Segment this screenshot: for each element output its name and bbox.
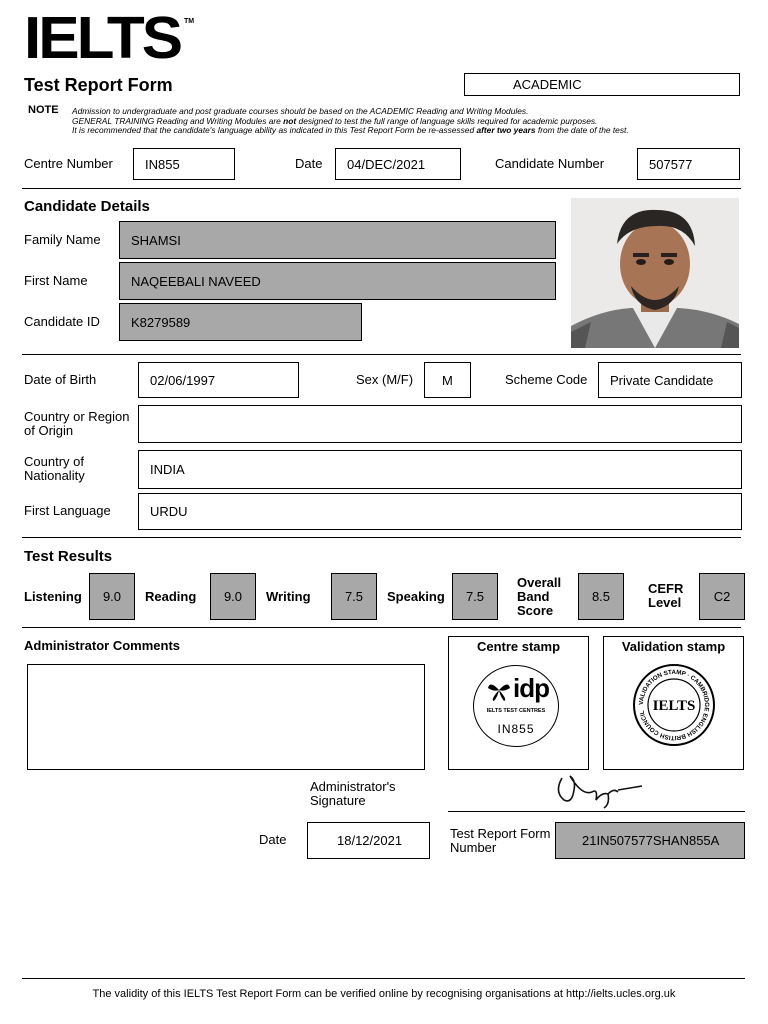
footer-verification-text: The validity of this IELTS Test Report Form can be verified online by recognising organisations at http://ielts.ucles.org.uk (92, 988, 676, 1000)
cefr-level-value: C2 (699, 573, 745, 620)
module-field: ACADEMIC (464, 73, 740, 96)
candidate-number-field: 507577 (637, 148, 740, 180)
admin-date-field: 18/12/2021 (307, 822, 430, 859)
note-line-3: It is recommended that the candidate's language ability as indicated in this Test Report Form be re-assessed after two years from the date of the test. (72, 125, 629, 135)
form-title: Test Report Form (24, 75, 173, 95)
scheme-code-field: Private Candidate (598, 362, 742, 398)
candidate-id-field: K8279589 (119, 303, 362, 341)
divider (22, 188, 741, 189)
logo-tm: TM (184, 18, 195, 25)
divider (22, 627, 741, 628)
test-results-heading: Test Results (24, 548, 113, 565)
note-text (72, 107, 752, 136)
note-line-2: GENERAL TRAINING Reading and Writing Modules are not designed to test the full range of language skills required for academic purposes. (72, 115, 598, 126)
admin-comments-field (27, 664, 425, 770)
divider (22, 537, 741, 538)
candidate-id-label: Candidate ID (24, 314, 100, 329)
overall-band-label: Overall Band Score (517, 575, 562, 618)
first-language-label: First Language (24, 503, 111, 518)
footer-divider (22, 978, 745, 979)
idp-stamp (473, 665, 559, 747)
idp-text: idp (513, 673, 549, 703)
note-line-1: Admission to undergraduate and post graduate courses should be based on the ACADEMIC Reading and Writing Modules. (72, 106, 529, 116)
svg-text:VALIDATION STAMP · CAMBRIDGE E: VALIDATION STAMP · CAMBRIDGE ENGLISH BRITISH COUNCIL (637, 668, 711, 742)
first-name-label: First Name (24, 273, 88, 288)
admin-comments-label: Administrator Comments (24, 638, 181, 653)
speaking-label: Speaking (387, 589, 445, 604)
writing-label: Writing (266, 589, 311, 604)
admin-signature (552, 770, 652, 810)
cefr-level-label: CEFR Level (648, 581, 684, 610)
origin-field (138, 405, 742, 443)
scheme-code-label: Scheme Code (505, 372, 588, 387)
reading-score: 9.0 (210, 573, 256, 620)
centre-stamp-box (448, 636, 589, 770)
candidate-photo (571, 198, 739, 348)
speaking-score: 7.5 (452, 573, 498, 620)
overall-band-score: 8.5 (578, 573, 624, 620)
signature-line (448, 811, 745, 812)
idp-logo-icon (486, 678, 512, 702)
listening-label: Listening (24, 589, 82, 604)
dob-label: Date of Birth (24, 372, 97, 387)
centre-stamp-label: Centre stamp (476, 639, 561, 654)
candidate-number-label: Candidate Number (495, 156, 605, 171)
admin-signature-label: Administrator's Signature (310, 779, 396, 808)
logo-text: IELTS (24, 5, 181, 72)
idp-centre-code: IN855 (497, 722, 535, 736)
family-name-field: SHAMSI (119, 221, 556, 259)
listening-score: 9.0 (89, 573, 135, 620)
nationality-label: Country of Nationality (24, 454, 85, 483)
note-label: NOTE (28, 104, 59, 116)
dob-field: 02/06/1997 (138, 362, 299, 398)
validation-stamp-box (603, 636, 744, 770)
centre-number-field: IN855 (133, 148, 235, 180)
family-name-label: Family Name (24, 232, 101, 247)
validation-stamp-icon (632, 663, 716, 747)
ielts-logo (24, 5, 195, 72)
svg-text:IELTS: IELTS (652, 698, 696, 714)
divider (22, 354, 741, 355)
first-language-field: URDU (138, 493, 742, 530)
test-date-field: 04/DEC/2021 (335, 148, 461, 180)
admin-date-label: Date (259, 832, 287, 847)
writing-score: 7.5 (331, 573, 377, 620)
origin-label: Country or Region of Origin (24, 409, 130, 438)
sex-label: Sex (M/F) (356, 372, 414, 387)
nationality-field: INDIA (138, 450, 742, 489)
sex-field: M (424, 362, 471, 398)
candidate-details-heading: Candidate Details (24, 198, 150, 215)
first-name-field: NAQEEBALI NAVEED (119, 262, 556, 300)
trf-number-field: 21IN507577SHAN855A (555, 822, 745, 859)
centre-number-label: Centre Number (24, 156, 113, 171)
reading-label: Reading (145, 589, 197, 604)
test-date-label: Date (295, 156, 323, 171)
trf-number-label: Test Report Form Number (450, 826, 551, 855)
validation-stamp-label: Validation stamp (621, 639, 726, 654)
idp-subtitle: IELTS TEST CENTRES (486, 708, 546, 714)
